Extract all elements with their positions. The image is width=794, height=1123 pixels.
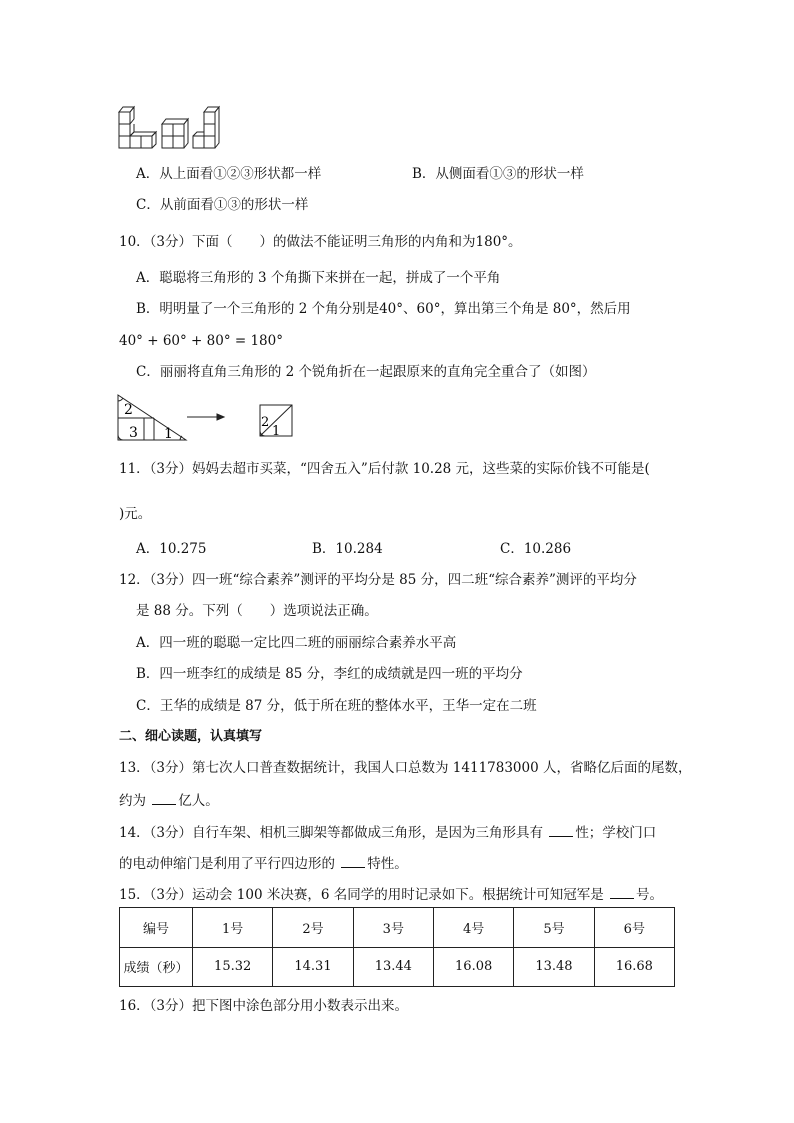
q12-option-b[interactable]: B．四一班李红的成绩是 85 分，李红的成绩就是四一班的平均分 (136, 666, 523, 682)
q13-answer-blank[interactable] (152, 790, 176, 805)
q11-option-b[interactable]: B．10.284 (312, 541, 383, 557)
section-2-title: 二、细心读题，认真填写 (119, 729, 263, 744)
q15-text-b: 号。 (636, 887, 664, 903)
q14-text-c: 的电动伸缩门是利用了平行四边形的 (119, 856, 340, 872)
q10-option-b[interactable]: B．明明量了一个三角形的 2 个角分别是40°、60°，算出第三个角是 80°，然后用 (136, 301, 631, 317)
q13-text-a: 约为 (119, 793, 151, 809)
table-header-cell: 1号 (193, 908, 273, 948)
table-header-row (120, 908, 675, 948)
fig-label-2: 2 (124, 402, 133, 418)
table-cell: 16.68 (594, 947, 674, 987)
q9-option-c[interactable]: C．从前面看①③的形状一样 (136, 197, 309, 213)
q11-stem: 11．（3分）妈妈去超市买菜，“四舍五入”后付款 10.28 元，这些菜的实际价钱不可能是( (119, 461, 650, 477)
table-cell: 16.08 (433, 947, 513, 987)
q14-text-a: 14．（3分）自行车架、相机三脚架等都做成三角形，是因为三角形具有 (119, 825, 548, 841)
q14-stem-cont (119, 853, 408, 873)
q12-stem-cont: 是 88 分。下列（ ）选项说法正确。 (136, 603, 378, 619)
q11-stem-cont: )元。 (119, 506, 152, 522)
q14-answer-blank-2[interactable] (341, 853, 365, 868)
table-header-cell: 编号 (120, 908, 193, 948)
q9-option-a[interactable]: A．从上面看①②③形状都一样 (136, 166, 322, 182)
q13-stem: 13．（3分）第七次人口普查数据统计，我国人口总数为 1411783000 人，省略亿后面的尾数， (119, 760, 692, 776)
q13-stem-cont (119, 790, 219, 810)
q12-option-c[interactable]: C．王华的成绩是 87 分，低于所在班的整体水平，王华一定在二班 (136, 698, 537, 714)
q10-stem: 10．（3分）下面（ ）的做法不能证明三角形的内角和为180°。 (119, 234, 522, 250)
table-header-cell: 3号 (353, 908, 433, 948)
fig-label-2b: 2 (261, 415, 270, 430)
q15-stem (119, 884, 663, 904)
table-cell: 14.31 (273, 947, 353, 987)
table-cell: 15.32 (193, 947, 273, 987)
race-results-table (119, 907, 675, 987)
table-header-cell: 4号 (433, 908, 513, 948)
cube-stack-figure (117, 104, 221, 150)
q10-option-a[interactable]: A．聪聪将三角形的 3 个角撕下来拼在一起，拼成了一个平角 (136, 270, 501, 286)
q16-stem: 16．（3分）把下图中涂色部分用小数表示出来。 (119, 998, 409, 1014)
q11-option-c[interactable]: C．10.286 (500, 541, 572, 557)
q11-option-a[interactable]: A．10.275 (136, 541, 207, 557)
q14-text-b: 性；学校门口 (575, 825, 657, 841)
table-header-cell: 5号 (514, 908, 594, 948)
q14-stem (119, 822, 656, 842)
table-header-cell: 6号 (594, 908, 674, 948)
q10-option-c[interactable]: C．丽丽将直角三角形的 2 个锐角折在一起跟原来的直角完全重合了（如图） (136, 364, 596, 380)
table-cell: 成绩（秒） (120, 947, 193, 987)
q14-text-d: 特性。 (367, 856, 408, 872)
fig-label-3: 3 (129, 425, 138, 441)
table-cell: 13.48 (514, 947, 594, 987)
fig-label-1: 1 (164, 426, 173, 442)
fig-label-1b: 1 (272, 424, 281, 439)
q12-stem: 12．（3分）四一班“综合素养”测评的平均分是 85 分，四二班“综合素养”测评的平均分 (119, 572, 637, 588)
q12-option-a[interactable]: A．四一班的聪聪一定比四二班的丽丽综合素养水平高 (136, 635, 457, 651)
triangle-fold-figure (116, 393, 298, 443)
table-row (120, 947, 675, 987)
q15-text-a: 15．（3分）运动会 100 米决赛，6 名同学的用时记录如下。根据统计可知冠军是 (119, 887, 609, 903)
q9-option-b[interactable]: B．从侧面看①③的形状一样 (412, 166, 584, 182)
q10-option-b-cont: 40° + 60° + 80° = 180° (119, 333, 283, 349)
table-cell: 13.44 (353, 947, 433, 987)
q14-answer-blank-1[interactable] (549, 822, 573, 837)
q15-answer-blank[interactable] (610, 884, 634, 899)
q13-text-b: 亿人。 (178, 793, 219, 809)
table-header-cell: 2号 (273, 908, 353, 948)
